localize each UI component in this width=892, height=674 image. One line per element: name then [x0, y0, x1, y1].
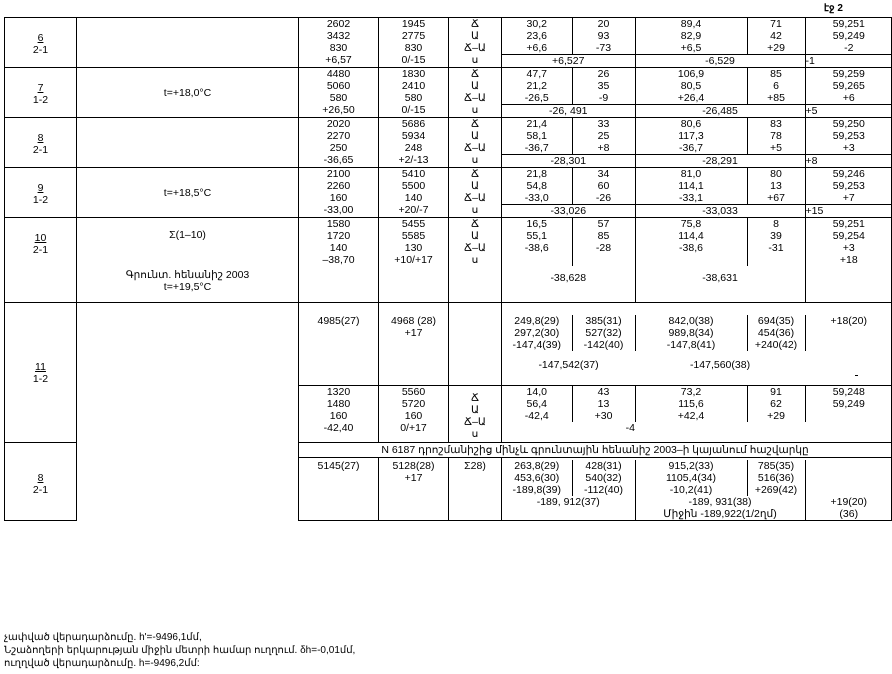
measure-line: [502, 80, 892, 92]
summary-value: -28,291: [635, 155, 805, 168]
measure-subtable: [502, 218, 892, 302]
measure-value: 8: [747, 218, 805, 230]
notice-text: N 6187 դրոշմանիշից մինչև գրունտային հենանիշ 2003–ի կայանում հաշվարկը: [299, 443, 892, 458]
measure-value: +85: [747, 92, 805, 105]
measure-value: -31: [747, 242, 805, 254]
measure-value: [572, 254, 635, 266]
measure-value: 42: [747, 30, 805, 42]
rear-reading: 1580 1720 140 –38,70: [299, 218, 379, 303]
measure-value: 114,1: [635, 180, 747, 192]
sum-value: 249,8(29) 297,2(30) -147,4(39): [502, 315, 572, 351]
front-reading: 5128(28) +17: [379, 458, 449, 521]
station-cell: [5, 118, 77, 168]
condition-cell: t=+18,0°C: [77, 68, 299, 118]
row-keys: Σ28): [449, 458, 502, 521]
rear-reading: 5145(27): [299, 458, 379, 521]
measure-value: 16,5: [502, 218, 572, 230]
diff-value: -4: [625, 422, 635, 434]
measure-value: 117,3: [635, 130, 747, 142]
rear-reading: 2602 3432 830 +6,57: [299, 18, 379, 68]
measure-value: 57: [572, 218, 635, 230]
condition-cell: [77, 218, 299, 303]
measure-cell: [502, 68, 892, 118]
measure-value: 59,248 59,249: [832, 386, 865, 410]
measure-value: -36,7: [502, 142, 572, 155]
measure-value: 26: [572, 68, 635, 80]
measure-value: +67: [747, 192, 805, 205]
final-value: +19(20): [830, 496, 867, 508]
final-subtable: [502, 460, 892, 520]
final-values: [502, 460, 892, 496]
front-reading: 5455 5585 130 +10/+17: [379, 218, 449, 303]
front-reading: 1945 2775 830 0/-15: [379, 18, 449, 68]
leveling-table: [4, 17, 892, 521]
measure-value: -36,7: [635, 142, 747, 155]
measure-value: 47,7: [502, 68, 572, 80]
condition-cell: [77, 118, 299, 168]
measure-value: +5: [747, 142, 805, 155]
station-direction: 2-1: [32, 144, 49, 156]
station-number: 8: [37, 132, 44, 144]
measure-cell: [502, 118, 892, 168]
summary-line: [502, 155, 892, 168]
station-number: 11: [35, 360, 46, 373]
measure-value: 59,251: [832, 218, 865, 230]
row-keys: Ճ Ա Ճ–Ա ս: [449, 168, 502, 218]
notice-station: [5, 443, 77, 458]
measure-cell: [502, 386, 892, 443]
measure-value: 89,4: [635, 18, 747, 30]
measure-value: -38,6: [502, 242, 572, 254]
sum-values: [502, 315, 892, 351]
footnote-1: չափված վերադարձումը. h'=-9496,1մմ,: [4, 632, 202, 643]
summary-value: -26, 491: [502, 105, 635, 118]
rear-reading: 1320 1480 160 -42,40: [299, 386, 379, 443]
summary-value: -26,485: [635, 105, 805, 118]
measure-value: -9: [572, 92, 635, 105]
sum-value: +18(20): [830, 315, 867, 327]
measure-value: 80,5: [635, 80, 747, 92]
summary-line: [502, 205, 892, 218]
measure-value: +6,5: [635, 42, 747, 55]
measure-value: -26: [572, 192, 635, 205]
rear-reading: 2100 2260 160 -33,00: [299, 168, 379, 218]
measure-subtable: [502, 168, 892, 217]
station-cell: [5, 18, 77, 68]
measure-line: [502, 92, 892, 105]
measure-value: 33: [572, 118, 635, 130]
summary-value: -1: [805, 55, 892, 68]
measure-line: [502, 254, 892, 266]
final-average: [502, 508, 892, 520]
measure-value: 93: [572, 30, 635, 42]
condition-cell: [77, 18, 299, 68]
measure-line: [502, 230, 892, 242]
rear-reading: 4480 5060 580 +26,50: [299, 68, 379, 118]
row-keys: Ճ Ա Ճ–Ա ս: [449, 218, 502, 303]
summary-line: [502, 105, 892, 118]
measure-value: +3: [842, 242, 855, 254]
measure-line: [502, 142, 892, 155]
average-note: (36): [839, 508, 859, 520]
measure-value: +18: [839, 254, 858, 266]
diff-empty: [635, 422, 892, 442]
condition-note: Գրունտ. հենանիշ 2003 t=+19,5°C: [125, 269, 250, 293]
summary-value: -28,301: [502, 155, 635, 168]
measure-value: 59,250: [832, 118, 865, 130]
front-reading: 5686 5934 248 +2/-13: [379, 118, 449, 168]
summary-value: -38,631: [635, 272, 805, 302]
station-direction: 2-1: [32, 244, 49, 256]
summary-value: [805, 272, 892, 302]
measure-value: 59,254: [832, 230, 865, 242]
summary-line: [502, 55, 892, 68]
sum-total: [805, 351, 892, 385]
measure-value: +29: [747, 42, 805, 55]
measure-line: [502, 218, 892, 230]
measure-value: +8: [572, 142, 635, 155]
sum-totals: [502, 351, 892, 385]
station11-sum-row: [5, 303, 892, 386]
measure-value: 59,246: [832, 168, 865, 180]
station-row: [5, 68, 892, 118]
measure-line: [502, 168, 892, 180]
measure-value: 21,4: [502, 118, 572, 130]
measure-value: 39: [747, 230, 805, 242]
sum-front: 4968 (28) +17: [379, 303, 449, 386]
measure-value: 25: [572, 130, 635, 142]
station-direction: 1-2: [32, 372, 49, 385]
measure-value: [635, 254, 747, 266]
summary-value: +6,527: [502, 55, 635, 68]
measure-value: 21,8: [502, 168, 572, 180]
measure-value: -73: [572, 42, 635, 55]
front-reading: 1830 2410 580 0/-15: [379, 68, 449, 118]
station-direction: 1-2: [32, 94, 49, 106]
measure-value: 59,253: [832, 130, 865, 142]
station-cell: [5, 303, 77, 443]
station-number: 9: [37, 182, 44, 194]
row-keys: Ճ Ա Ճ–Ա ս: [449, 386, 502, 443]
measure-value: +26,4: [635, 92, 747, 105]
measure-value: -33,0: [502, 192, 572, 205]
measure-value: 59,259: [832, 68, 865, 80]
average-value: Միջին -189,922(1/2ղմ): [635, 508, 805, 520]
final-value: 915,2(33) 1105,4(34) -10,2(41): [635, 460, 747, 496]
summary-value: -6,529: [635, 55, 805, 68]
summary-value: -38,628: [502, 272, 635, 302]
measure-value: 114,4: [635, 230, 747, 242]
measure-value: 59,249: [832, 30, 865, 42]
measure-value: 35: [572, 80, 635, 92]
measure-line: [502, 192, 892, 205]
final-value: 785(35) 516(36) +269(42): [747, 460, 805, 496]
measure-value: [747, 254, 805, 266]
measure-value: +6,6: [502, 42, 572, 55]
measure-value: 20: [572, 18, 635, 30]
condition-cell: [77, 303, 299, 521]
final-total: -189, 931(38): [635, 496, 805, 508]
sum-total: -147,542(37): [538, 359, 599, 371]
measure-line: [502, 30, 892, 42]
measure-cell: [502, 168, 892, 218]
measure-line: [502, 42, 892, 55]
measure-value: -33,1: [635, 192, 747, 205]
condition-cell: t=+18,5°C: [77, 168, 299, 218]
measure-value: 59,265: [832, 80, 865, 92]
measure-value: 85: [572, 230, 635, 242]
station-cell: [5, 218, 77, 303]
summary-value: -33,033: [635, 205, 805, 218]
station-row: [5, 168, 892, 218]
measure-cell: [502, 18, 892, 68]
front-reading: 5410 5500 140 +20/-7: [379, 168, 449, 218]
final-value: 263,8(29) 453,6(30) -189,8(39): [502, 460, 572, 496]
avg-empty: [502, 508, 635, 520]
measure-value: 13: [747, 180, 805, 192]
summary-value: +8: [805, 155, 892, 168]
front-reading: 5560 5720 160 0/+17: [379, 386, 449, 443]
measure-value: 59,253: [832, 180, 865, 192]
measure-value: 23,6: [502, 30, 572, 42]
measure-cell: [502, 218, 892, 303]
measure-value: 71: [747, 18, 805, 30]
measure-value: 58,1: [502, 130, 572, 142]
measure-value: 30,2: [502, 18, 572, 30]
measure-line: [502, 18, 892, 30]
row-keys: Ճ Ա Ճ–Ա ս: [449, 118, 502, 168]
summary-value: -33,026: [502, 205, 635, 218]
measure-value: 21,2: [502, 80, 572, 92]
station-number: 8: [37, 471, 44, 484]
measure-subtable: [502, 18, 892, 67]
measure-value: +3: [842, 142, 855, 154]
footnote-3: ուղղված վերադարձումը. h=-9496,2մմ:: [4, 658, 200, 669]
summary-value: +15: [805, 205, 892, 218]
station-cell: [5, 68, 77, 118]
measure-value: [502, 254, 572, 266]
measure-value: -38,6: [635, 242, 747, 254]
footnotes: [4, 631, 355, 670]
station-direction: 2-1: [32, 483, 49, 496]
sum-subtable: [502, 315, 892, 385]
summary-value: +5: [805, 105, 892, 118]
station-row: [5, 18, 892, 68]
measure-value: 82,9: [635, 30, 747, 42]
sum-value: 842,0(38) 989,8(34) -147,8(41): [635, 315, 747, 351]
measure-value: 14,0 56,4 -42,4: [502, 386, 572, 422]
measure-value: 85: [747, 68, 805, 80]
station-direction: 2-1: [32, 44, 49, 56]
measure-value: 34: [572, 168, 635, 180]
station-number: 7: [37, 82, 44, 94]
station-direction: 1-2: [32, 194, 49, 206]
measure-line: [502, 180, 892, 192]
measure-cell: [502, 303, 892, 386]
measure-value: 106,9: [635, 68, 747, 80]
measure-value: 54,8: [502, 180, 572, 192]
measure-cell: [502, 458, 892, 521]
measure-line: [502, 68, 892, 80]
measure-subtable: [502, 68, 892, 117]
measure-value: 91 62 +29: [747, 386, 805, 422]
final-total: -189, 912(37): [502, 496, 635, 508]
measure-subtable: [502, 386, 892, 442]
measure-value: +7: [842, 192, 855, 204]
footnote-2: Նշաձողերի երկարության միջին մետրի համար ուղղում. δh=-0,01մմ,: [4, 645, 356, 656]
row-keys: [449, 303, 502, 386]
station-cell: [5, 168, 77, 218]
measure-line: [502, 242, 892, 254]
measure-value: 6: [747, 80, 805, 92]
measure-line: [502, 118, 892, 130]
measure-value: 80: [747, 168, 805, 180]
station-cell: [5, 458, 77, 521]
measure-value: 78: [747, 130, 805, 142]
measure-subtable: [502, 118, 892, 167]
station-number: 6: [37, 32, 44, 44]
station-number: 10: [34, 232, 47, 244]
condition-sum: Σ(1–10): [169, 229, 206, 241]
row-keys: Ճ Ա Ճ–Ա ս: [449, 18, 502, 68]
measure-value: +6: [842, 92, 855, 104]
measure-value: -2: [844, 42, 854, 54]
station-row: [5, 118, 892, 168]
measure-value: 59,251: [832, 18, 865, 30]
measure-value: 81,0: [635, 168, 747, 180]
station-row: [5, 218, 892, 303]
row-keys: Ճ Ա Ճ–Ա ս: [449, 68, 502, 118]
measure-value: 75,8: [635, 218, 747, 230]
sum-rear: 4985(27): [299, 303, 379, 386]
sum-total: -147,560(38): [689, 359, 751, 371]
rear-reading: 2020 2270 250 -36,65: [299, 118, 379, 168]
measure-line: [502, 130, 892, 142]
measure-value: 60: [572, 180, 635, 192]
measure-value: -28: [572, 242, 635, 254]
diff-line: [502, 422, 892, 442]
final-value: 428(31) 540(32) -112(40): [572, 460, 635, 496]
page-label: էջ 2: [823, 3, 843, 14]
sum-value: 694(35) 454(36) +240(42): [747, 315, 805, 351]
measure-value: 80,6: [635, 118, 747, 130]
measure-value: -26,5: [502, 92, 572, 105]
measure-value: 43 13 +30: [572, 386, 635, 422]
measure-value: 73,2 115,6 +42,4: [635, 386, 747, 422]
summary-line: [502, 272, 892, 302]
measure-value: 55,1: [502, 230, 572, 242]
measure-line: [502, 386, 892, 422]
sum-value: 385(31) 527(32) -142(40): [572, 315, 635, 351]
measure-value: 83: [747, 118, 805, 130]
